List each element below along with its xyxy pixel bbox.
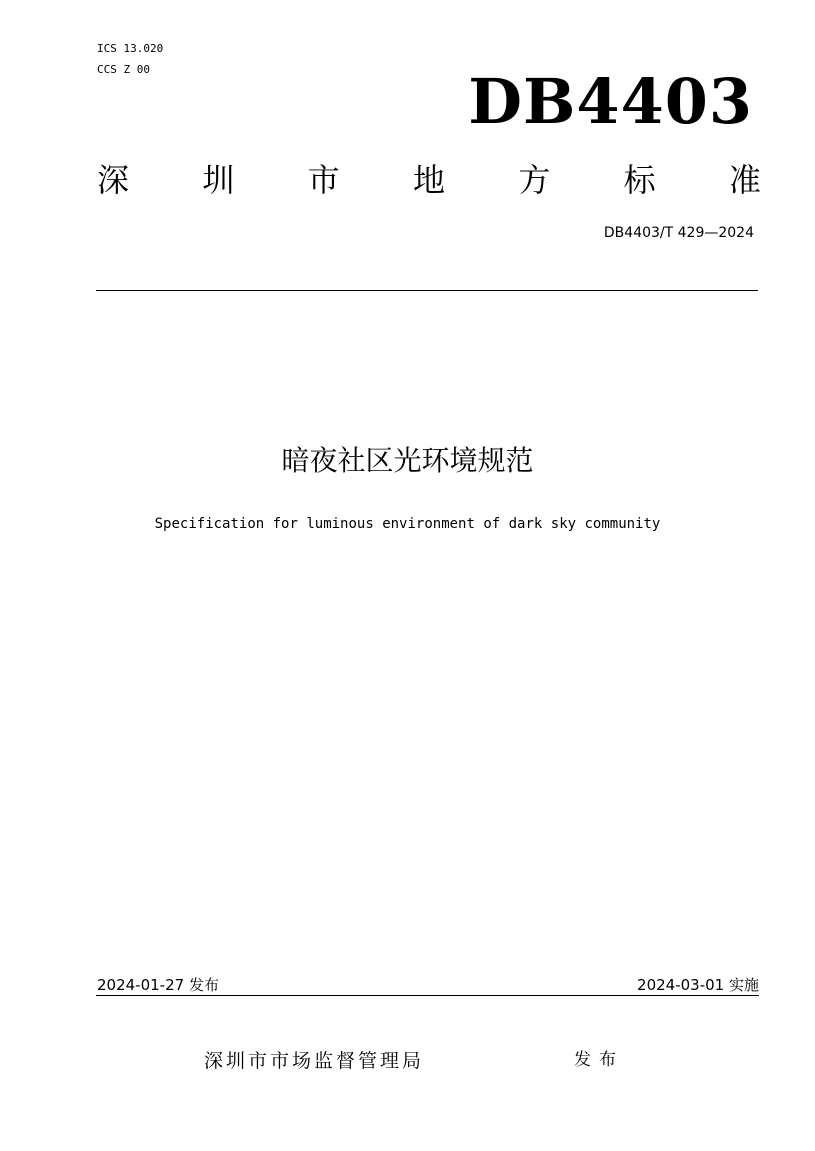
ccs-code: CCS Z 00 [97,63,150,76]
document-title-en: Specification for luminous environment of dark sky community [154,516,661,532]
issue-date: 2024-01-27 发布 [97,976,219,994]
standard-type-char: 深 [97,161,130,199]
standard-type-char: 圳 [202,161,235,199]
standard-type-char: 准 [728,161,761,199]
document-title-zh: 暗夜社区光环境规范 [281,444,534,477]
standard-number: DB4403/T 429—2024 [603,225,754,241]
standard-type-char: 方 [518,161,551,199]
implementation-date: 2024-03-01 实施 [637,976,759,994]
footer-divider [96,995,759,996]
issuer-name: 深圳市市场监督管理局 [204,1050,425,1072]
standard-type [97,158,761,202]
publish-label: 发布 [574,1050,624,1070]
standard-type-char: 地 [412,161,445,199]
standard-type-char: 标 [623,161,656,199]
ics-code: ICS 13.020 [97,42,164,55]
header-divider [96,290,758,291]
standard-type-char: 市 [307,161,340,199]
standard-code-mark: DB4403 [468,65,753,138]
